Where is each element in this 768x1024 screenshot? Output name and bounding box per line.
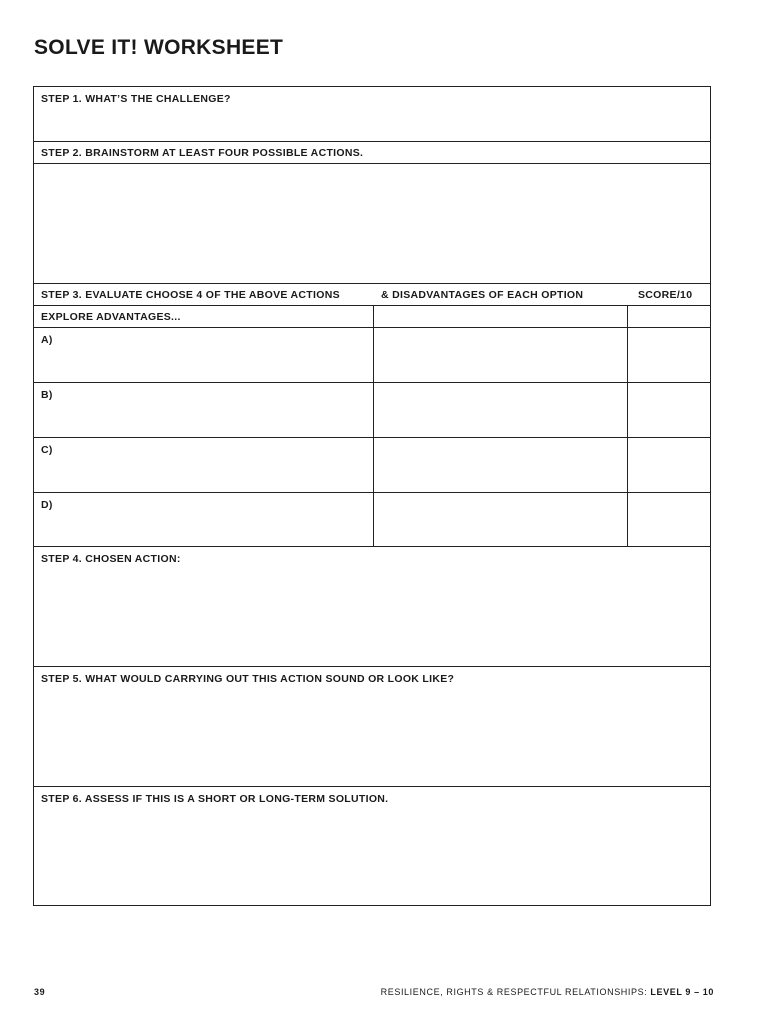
step6-row[interactable] [34, 787, 710, 905]
option-row-d[interactable] [34, 493, 710, 547]
step3-disadvantages-header: & DISADVANTAGES OF EACH OPTION [381, 289, 584, 301]
step5-row[interactable] [34, 667, 710, 787]
step3-column-divider-2 [627, 306, 628, 547]
step3-advantages-header: EXPLORE ADVANTAGES... [41, 311, 181, 323]
step3-label: STEP 3. EVALUATE CHOOSE 4 OF THE ABOVE ACTIONS [41, 289, 340, 301]
option-row-b[interactable] [34, 383, 710, 438]
step3-subheader-row [34, 306, 710, 328]
worksheet-table [33, 86, 711, 906]
footer-source-title: RESILIENCE, RIGHTS & RESPECTFUL RELATIONSHIPS: [380, 987, 648, 997]
step1-label: STEP 1. WHAT’S THE CHALLENGE? [41, 93, 231, 105]
step3-column-divider-1 [373, 306, 374, 547]
step1-row[interactable] [34, 87, 710, 142]
step6-label: STEP 6. ASSESS IF THIS IS A SHORT OR LONG-TERM SOLUTION. [41, 793, 389, 805]
page-title: SOLVE IT! WORKSHEET [34, 36, 284, 59]
page-number: 39 [34, 987, 46, 997]
option-label-b: B) [41, 389, 53, 401]
option-label-c: C) [41, 444, 53, 456]
step3-header-row [34, 284, 710, 306]
step2-answer-area[interactable] [34, 164, 710, 284]
step5-label: STEP 5. WHAT WOULD CARRYING OUT THIS ACTION SOUND OR LOOK LIKE? [41, 673, 455, 685]
step2-label: STEP 2. BRAINSTORM AT LEAST FOUR POSSIBLE ACTIONS. [41, 147, 364, 159]
option-row-c[interactable] [34, 438, 710, 493]
footer-level: LEVEL 9 – 10 [650, 987, 714, 997]
option-label-d: D) [41, 499, 53, 511]
step3-score-header: SCORE/10 [638, 289, 693, 301]
option-row-a[interactable] [34, 328, 710, 383]
step4-row[interactable] [34, 547, 710, 667]
step2-header-row [34, 142, 710, 164]
option-label-a: A) [41, 334, 53, 346]
footer-source [381, 987, 714, 997]
step4-label: STEP 4. CHOSEN ACTION: [41, 553, 181, 565]
